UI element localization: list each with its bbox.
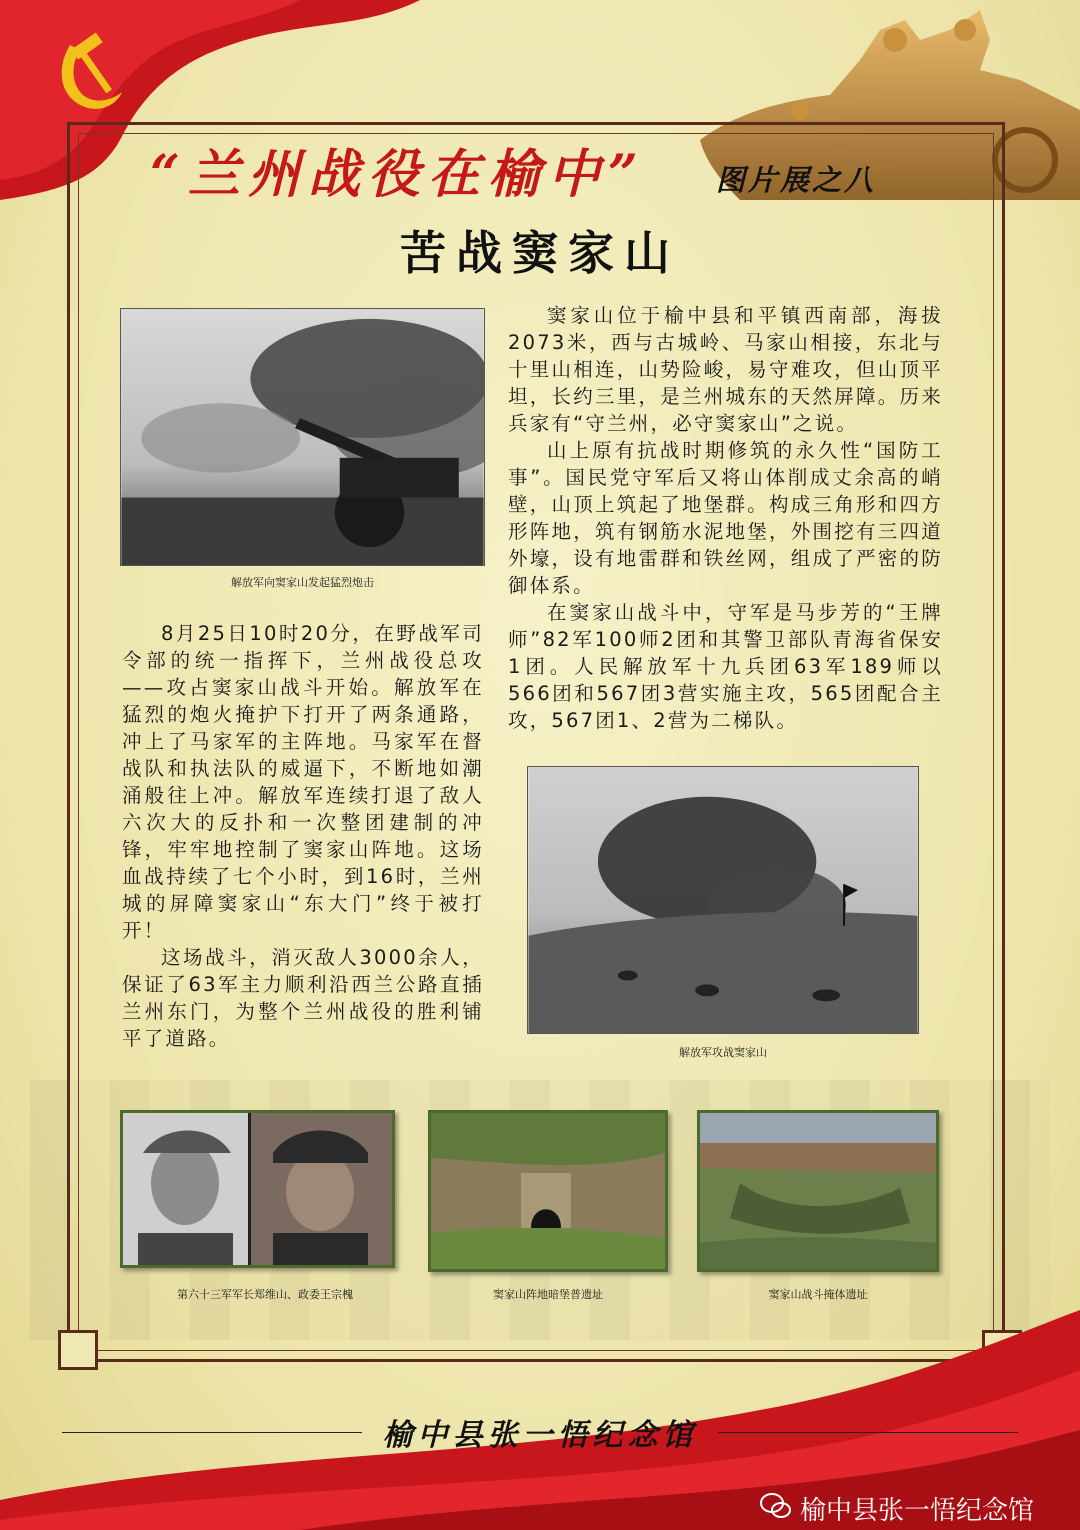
- exhibition-series: 图片展之八: [716, 163, 877, 197]
- paragraph: 这场战斗，消灭敌人3000余人，保证了63军主力顺利沿西兰公路直插兰州东门，为整个兰州战役的胜利铺平了道路。: [122, 946, 484, 1050]
- commanders-portraits: [123, 1113, 392, 1265]
- paragraph: 8月25日10时20分，在野战军司令部的统一指挥下，兰州战役总攻——攻占窦家山战斗开始。解放军在猛烈的炮火掩护下打开了两条通路，冲上了马家军的主阵地。马家军在督战队和执法队的威逼下，不断地如潮涌般往上冲。解放军连续打退了敌人六次大的反扑和一次整团建制的冲锋，牢牢地控制了窦家山阵地。这场血战持续了七个小时，到16时，兰州城的屏障窦家山“东大门”终于被打开！: [122, 622, 484, 942]
- exhibition-title: “兰州战役在榆中”: [150, 144, 646, 205]
- trench-ruins-image: [700, 1113, 936, 1269]
- right-column-text: [508, 302, 943, 734]
- bunker-ruins-image: [431, 1113, 665, 1269]
- trench-caption: 窦家山战斗掩体遗址: [768, 1288, 868, 1301]
- artillery-photo: [120, 308, 485, 566]
- wechat-icon: [760, 1492, 792, 1520]
- assault-photo-caption: 解放军攻战窦家山: [679, 1046, 767, 1059]
- paragraph: 在窦家山战斗中，守军是马步芳的“王牌师”82军100师2团和其警卫部队青海省保安1团。人民解放军十九兵团63军189师以566团和567团3营实施主攻，565团配合主攻，567团1、2营为二梯队。: [508, 601, 943, 732]
- left-column-text: [122, 620, 484, 1052]
- footer-organization: 榆中县张一悟纪念馆: [382, 1418, 698, 1453]
- trench-photo: [697, 1110, 939, 1272]
- paragraph: 窦家山位于榆中县和平镇西南部，海拔2073米，西与古城岭、马家山相接，东北与十里山相连，山势险峻，易守难攻，但山顶平坦，长约三里，是兰州城东的天然屏障。历来兵家有“守兰州，必守窦家山”之说。: [508, 304, 943, 435]
- assault-photo: [527, 766, 919, 1034]
- bunker-caption: 窦家山阵地暗堡普遗址: [493, 1288, 603, 1301]
- commanders-caption: 第六十三军军长郑维山、政委王宗槐: [177, 1288, 353, 1301]
- page-heading: 苦战窦家山: [400, 226, 680, 280]
- commanders-photo: [120, 1110, 395, 1268]
- artillery-photo-caption: 解放军向窦家山发起猛烈炮击: [231, 576, 374, 589]
- wechat-watermark: 榆中县张一悟纪念馆: [800, 1496, 1035, 1526]
- paragraph: 山上原有抗战时期修筑的永久性“国防工事”。国民党守军后又将山体削成丈余高的峭壁，山顶上筑起了地堡群。构成三角形和四方形阵地，筑有钢筋水泥地堡，外围挖有三四道外壕，设有地雷群和铁丝网，组成了严密的防御体系。: [508, 439, 943, 597]
- bunker-photo: [428, 1110, 668, 1272]
